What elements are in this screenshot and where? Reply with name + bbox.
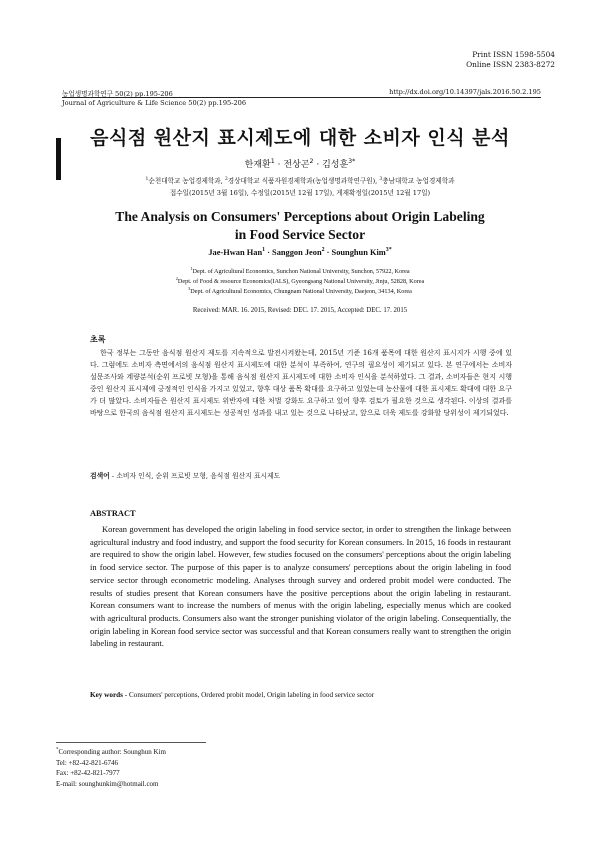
affil-ko-1: 순천대학교 농업경제학과, <box>148 177 225 185</box>
author-ko-2-sup: 2 <box>309 158 314 165</box>
affil-ko-sup-3: 3 <box>379 176 383 182</box>
keywords-ko <box>90 470 280 480</box>
abstract-ko-body: 한국 정부는 그동안 음식점 원산지 제도를 지속적으로 발전시켜왔는데, 2015년 기준 16개 품목에 대한 원산지 표시지가 시행 중에 있다. 그럼에도 소비자 측면에서의 음식점 원산지 표시제도에 대한 분석이 부족하여, 연구의 필요성이 제기되고 있다. 본 연구에서는 소비자 설문조사와 계량분석(순위 프로빗 모형)을 통해 음식점 원산지 표시제도에 대한 소비자 인식을 분석하였다. 그 결과, 소비자들은 현지 시행중인 원산지 표시제에 긍정적인 인식을 가지고 있었고, 향후 대상 품목 확대를 요구하고 있었는데 농산물에 대한 표시제도 확대에 대한 요구가 더 많았다. 소비자들은 원산지 표시제도 위반자에 대한 처벌 강화도 요구하고 있어 향후 검토가 필요한 것으로 생각된다. 이상의 결과를 바탕으로 한국의 음식점 원산지 표시제도는 성공적인 성과를 내고 있는 것으로 나타났고, 앞으로 더욱 제도를 강화할 당위성이 제기되었다. <box>90 349 512 417</box>
footnote-tel: Tel: +82-42-821-6746 <box>56 758 118 767</box>
affil-en-text-3: Dept. of Agricultural Economics, Chungnam National University, Daejeon, 34134, Korea <box>190 288 412 295</box>
keywords-ko-label: 검색어 <box>90 472 110 480</box>
keywords-en <box>90 691 374 699</box>
keywords-ko-text: - 소비자 인식, 순위 프로빗 모형, 음식점 원산지 표시제도 <box>109 472 281 480</box>
doi-link[interactable]: http://dx.doi.org/10.14397/jals.2016.50.2.195 <box>389 88 541 96</box>
author-ko-3: 김성훈 <box>322 160 349 170</box>
print-issn: Print ISSN 1598-5504 <box>472 50 555 59</box>
author-sep: · <box>324 248 332 257</box>
online-issn: Online ISSN 2383-8272 <box>466 60 555 69</box>
dates-en: Received: MAR. 16. 2015, Revised: DEC. 17. 2015, Accepted: DEC. 17. 2015 <box>192 307 408 314</box>
footnote-star: * <box>56 747 59 753</box>
title-en-line-1: The Analysis on Consumers' Perceptions about Origin Labeling <box>115 209 485 224</box>
keywords-en-text: - Consumers' perceptions, Ordered probit model, Origin labeling in food service sector <box>122 691 375 699</box>
affil-ko-2: 경상대학교 식품자원경제학과(농업생명과학연구원), <box>227 177 380 185</box>
affil-en-sup-2: 2 <box>175 275 178 281</box>
author-sep: · <box>265 248 273 257</box>
footnote-fax: Fax: +82-42-821-7977 <box>56 769 120 778</box>
page-title-en <box>0 208 600 244</box>
authors-en <box>0 248 600 257</box>
affil-en-text-2: Dept. of Food & resource Economics(IALS), Gyeongsang National University, Jinju, 52828, Korea <box>177 278 425 285</box>
author-en-3: Sounghun Kim <box>331 248 386 257</box>
author-en-2: Sanggon Jeon <box>272 248 322 257</box>
author-en-3-sup: 3* <box>385 247 392 254</box>
footnote-author: Corresponding author: Sounghun Kim <box>58 748 166 756</box>
author-en-2-sup: 2 <box>321 247 325 254</box>
affil-en-sup-3: 3 <box>188 285 191 291</box>
author-ko-1: 한재환 <box>244 160 271 170</box>
keywords-en-label: Key words <box>90 691 123 699</box>
affiliation-en-2 <box>0 277 600 287</box>
affil-ko-3: 충남대학교 농업경제학과 <box>382 177 455 185</box>
affil-ko-sup-1: 1 <box>145 176 149 182</box>
authors-ko <box>0 157 600 170</box>
footnote-email[interactable]: E-mail: sounghunkim@hotmail.com <box>56 779 159 788</box>
affil-ko-sup-2: 2 <box>224 176 228 182</box>
author-sep: · <box>313 160 323 170</box>
author-ko-3-sup: 3* <box>348 158 356 165</box>
footnote <box>56 747 166 789</box>
author-ko-1-sup: 1 <box>270 158 275 165</box>
author-en-1-sup: 1 <box>262 247 266 254</box>
author-sep: · <box>274 160 284 170</box>
page-title-ko: 음식점 원산지 표시제도에 대한 소비자 인식 분석 <box>90 127 510 149</box>
footnote-rule <box>56 742 206 743</box>
header-rule <box>62 97 541 98</box>
affil-en-sup-1: 1 <box>190 265 193 271</box>
journal-en-citation: Journal of Agriculture & Life Science 50(2) pp.195-206 <box>62 99 247 107</box>
footnote-corresponding <box>56 747 166 758</box>
author-en-1: Jae-Hwan Han <box>208 248 263 257</box>
affiliations-en <box>0 267 600 297</box>
abstract-en-heading: ABSTRACT <box>90 509 136 518</box>
author-ko-2: 전상곤 <box>283 160 310 170</box>
abstract-en-body: Korean government has developed the origin labeling in food service sector, in order to strengthen the linkage between agricultural industry and food industry, and support the food security for Korean consumers. In 2015, 16 foods in restaurant are required to show the origin label. However, few studies focused on the consumers' perceptions about the origin labeling in food service sector. The purpose of this paper is to analyze consumers' perceptions about the origin labeling in food service sector through econometric modeling. Analyses through survey and ordered probit model were conducted. The results of studies present that Korean consumers have the positive perceptions about the origin labeling in restaurant. Korean consumers want to increase the numbers of menus with the origin labeling, especially menus which are cooked with agricultural products. Consumers also want the stronger punishing violator of the origin labeling. Consequentially, the origin labeling in Korean food service sector was successful and that Korean consumers really want to strengthen the origin labeling in restaurant. <box>90 524 511 649</box>
issn-block <box>466 50 555 70</box>
dates-ko: 접수일(2015년 3월 16일), 수정일(2015년 12월 17일), 게재확정일(2015년 12월 17일) <box>169 189 431 197</box>
affiliation-ko-line <box>0 176 600 187</box>
abstract-ko-heading: 초록 <box>90 335 106 344</box>
affiliation-en-3 <box>0 287 600 297</box>
affiliation-en-1 <box>0 267 600 277</box>
title-en-line-2: in Food Service Sector <box>234 227 366 242</box>
affil-en-text-1: Dept. of Agricultural Economics, Sunchon National University, Sunchon, 57922, Korea <box>192 268 410 275</box>
affiliations-ko <box>0 176 600 199</box>
journal-ko-citation: 농업생명과학연구 50(2) pp.195-206 <box>62 90 173 98</box>
